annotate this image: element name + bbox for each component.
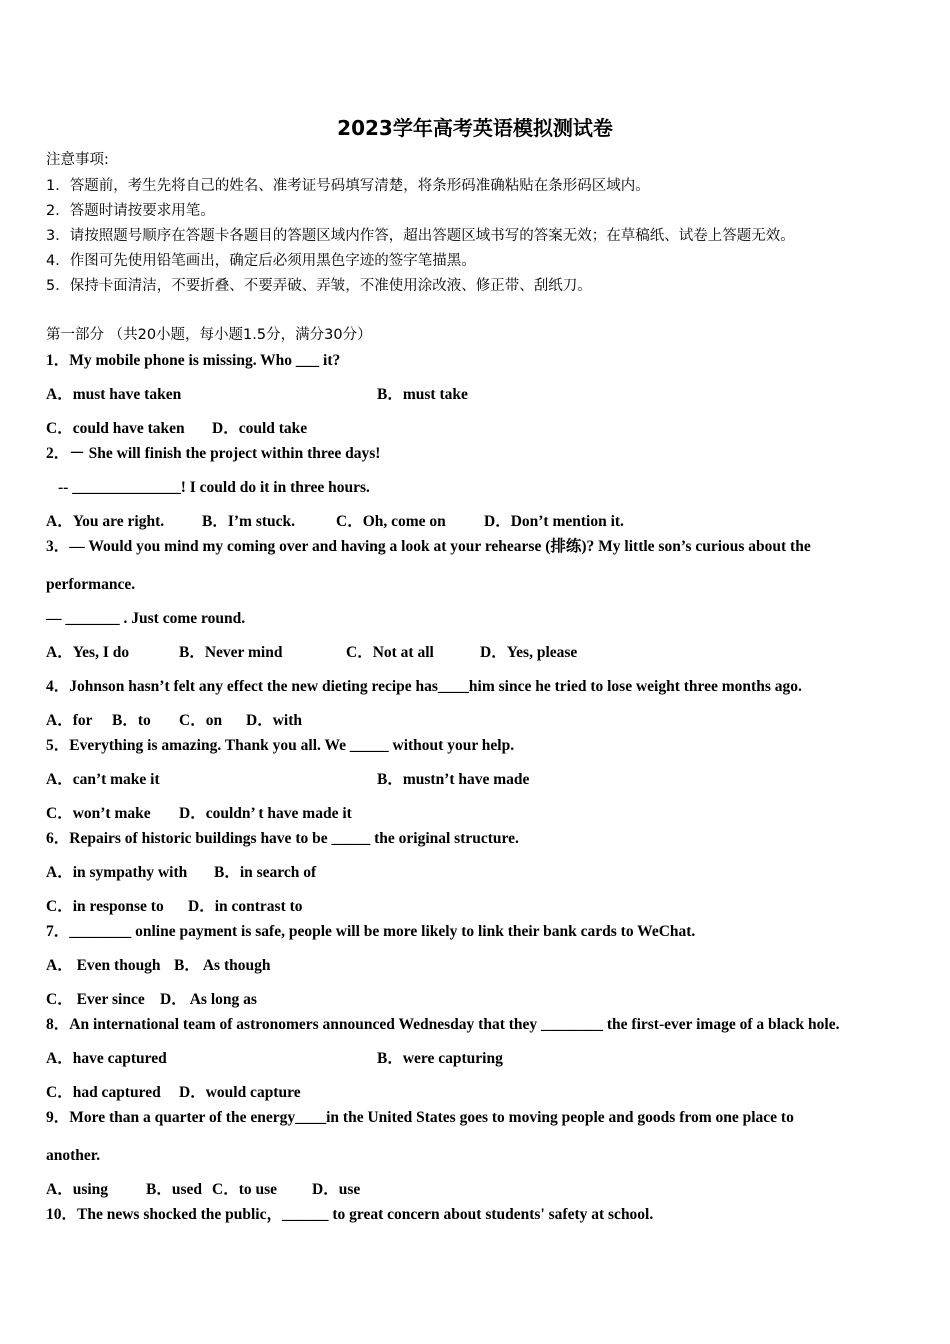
option-b: B．to xyxy=(112,712,151,729)
option-d: D．use xyxy=(312,1181,361,1198)
option-a: A．You are right. xyxy=(46,513,165,530)
option-c: C．in response to xyxy=(46,898,164,915)
option-d: D．Yes, please xyxy=(480,644,578,661)
exam-title: 2023学年高考英语模拟测试卷 xyxy=(337,116,613,140)
option-d: D．could take xyxy=(212,420,308,437)
notice-heading: 注意事项: xyxy=(46,152,109,168)
option-d: D．with xyxy=(246,712,302,729)
option-d: D．Don’t mention it. xyxy=(484,513,624,530)
notice-item: 2．答题时请按要求用笔。 xyxy=(46,203,215,219)
question-stem-continued: performance. xyxy=(46,576,136,593)
option-b: B．must take xyxy=(377,386,468,403)
option-a: A．for xyxy=(46,712,93,729)
question-stem: 2．－ She will finish the project within three days! xyxy=(46,445,381,462)
option-d: D． As long as xyxy=(160,991,257,1008)
option-c: C．to use xyxy=(212,1181,278,1198)
option-b: B．I’m stuck. xyxy=(202,513,296,530)
option-b: B．used xyxy=(146,1181,202,1198)
question-stem: 3．— Would you mind my coming over and having a look at your rehearse (排练)? My little son’s curious about the xyxy=(46,538,811,555)
option-a: A．have captured xyxy=(46,1050,167,1067)
option-c: C．won’t make xyxy=(46,805,151,822)
question-response: -- ______________! I could do it in three hours. xyxy=(58,479,370,496)
option-c: C． Ever since xyxy=(46,991,145,1008)
question-stem: 6．Repairs of historic buildings have to be _____ the original structure. xyxy=(46,830,519,847)
notice-item: 5．保持卡面清洁，不要折叠、不要弄破、弄皱，不准使用涂改液、修正带、刮纸刀。 xyxy=(46,278,592,294)
option-c: C．on xyxy=(179,712,223,729)
option-a: A． Even though xyxy=(46,957,161,974)
option-a: A．must have taken xyxy=(46,386,182,403)
question-stem: 8．An international team of astronomers announced Wednesday that they ________ the first-ever image of a black hole. xyxy=(46,1016,840,1033)
notice-item: 4．作图可先使用铅笔画出，确定后必须用黑色字迹的签字笔描黑。 xyxy=(46,253,476,269)
option-d: D．would capture xyxy=(179,1084,301,1101)
question-stem: 10．The news shocked the public，______ to great concern about students' safety at school. xyxy=(46,1206,654,1223)
question-stem: 1．My mobile phone is missing. Who ___ it? xyxy=(46,352,341,369)
option-b: B．Never mind xyxy=(179,644,283,661)
option-d: D．couldn’ t have made it xyxy=(179,805,352,822)
notice-item: 3．请按照题号顺序在答题卡各题目的答题区域内作答，超出答题区域书写的答案无效；在草稿纸、试卷上答题无效。 xyxy=(46,228,795,244)
option-b: B． As though xyxy=(174,957,271,974)
option-b: B．in search of xyxy=(214,864,317,881)
question-stem-continued: another. xyxy=(46,1147,101,1164)
question-response: — _______ . Just come round. xyxy=(46,610,246,627)
question-stem: 5．Everything is amazing. Thank you all. We _____ without your help. xyxy=(46,737,515,754)
question-stem: 4．Johnson hasn’t felt any effect the new dieting recipe has____him since he tried to lose weight three months ago. xyxy=(46,678,802,695)
option-c: C．Not at all xyxy=(346,644,434,661)
question-stem: 9．More than a quarter of the energy____in the United States goes to moving people and goods from one place to xyxy=(46,1109,794,1126)
option-d: D．in contrast to xyxy=(188,898,303,915)
option-a: A．using xyxy=(46,1181,109,1198)
option-a: A．Yes, I do xyxy=(46,644,130,661)
option-a: A．in sympathy with xyxy=(46,864,188,881)
option-c: C．had captured xyxy=(46,1084,161,1101)
notice-item: 1．答题前，考生先将自己的姓名、准考证号码填写清楚，将条形码准确粘贴在条形码区域内。 xyxy=(46,178,650,194)
section-heading: 第一部分 （共20小题，每小题1.5分，满分30分） xyxy=(46,327,372,343)
option-c: C．Oh, come on xyxy=(336,513,446,530)
option-b: B．were capturing xyxy=(377,1050,503,1067)
option-c: C．could have taken xyxy=(46,420,185,437)
question-stem: 7．________ online payment is safe, people will be more likely to link their bank cards to WeChat. xyxy=(46,923,696,940)
option-b: B．mustn’t have made xyxy=(377,771,530,788)
option-a: A．can’t make it xyxy=(46,771,160,788)
